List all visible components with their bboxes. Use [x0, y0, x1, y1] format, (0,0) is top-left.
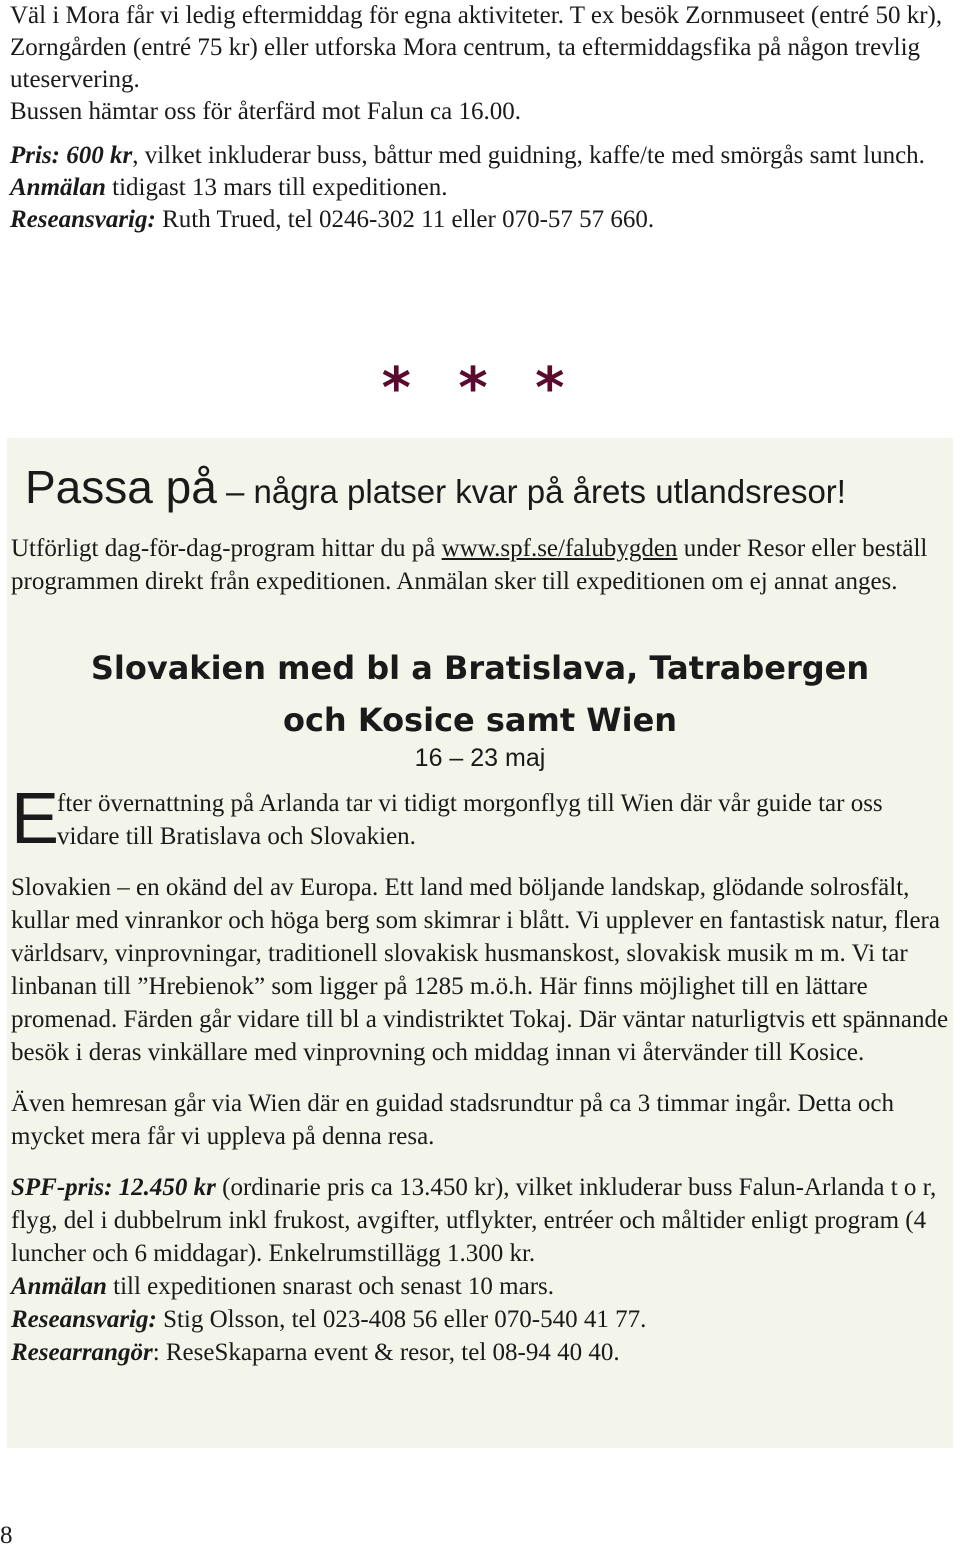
- spf-price-paragraph: [11, 1171, 949, 1270]
- intro-text: fter övernattning på Arlanda tar vi tidigt morgonflyg till Wien där vår guide tar oss vidare till Bratislava och Slovakien.: [57, 790, 883, 850]
- separator-asterisks: * * *: [381, 356, 579, 421]
- box-signup-paragraph: [11, 1270, 949, 1303]
- intro-paragraph: [11, 779, 949, 859]
- bus-return-paragraph: Bussen hämtar oss för återfärd mot Falun ca 16.00.: [10, 98, 521, 125]
- info-pre: Utförligt dag-för-dag-program hittar du på: [11, 535, 442, 562]
- price-label: Pris: 600 kr: [10, 142, 133, 169]
- box-contact-text: Stig Olsson, tel 023-408 56 eller 070-540 41 77.: [156, 1306, 647, 1333]
- signup-text: tidigast 13 mars till expeditionen.: [105, 174, 448, 201]
- info-paragraph: [11, 532, 949, 598]
- spf-website-link[interactable]: www.spf.se/falubygden: [441, 535, 678, 562]
- price-text: , vilket inkluderar buss, båttur med guidning, kaffe/te med smörgås samt lunch.: [132, 142, 925, 169]
- box-signup-text: till expeditionen snarast och senast 10 mars.: [106, 1273, 554, 1300]
- top-section: [10, 0, 950, 236]
- organizer-text: : ReseSkaparna event & resor, tel 08-94 40 40.: [152, 1339, 620, 1366]
- contact-paragraph: [10, 204, 950, 236]
- travel-offer-box: [7, 438, 953, 1448]
- organizer-paragraph: [11, 1336, 949, 1369]
- box-contact-label: Reseansvarig:: [11, 1306, 157, 1333]
- box-signup-label: Anmälan: [11, 1273, 107, 1300]
- signup-label: Anmälan: [10, 174, 106, 201]
- info-post: under Resor eller beställ programmen direkt från expeditionen. Anmälan sker till expeditionen om ej annat anges.: [11, 535, 928, 595]
- mora-paragraph: Väl i Mora får vi ledig eftermiddag för egna aktiviteter. T ex besök Zornmuseet (entré 50 kr), Zorngården (entré 75 kr) eller utforska Mora centrum, ta eftermiddagsfika på någon trevlig uteservering.: [10, 2, 943, 93]
- trip-title: [11, 642, 949, 746]
- organizer-label: Researrangör: [11, 1339, 153, 1366]
- box-contact-paragraph: [11, 1303, 949, 1336]
- spf-price-label: SPF-pris: 12.450 kr: [11, 1174, 216, 1201]
- headline-small: – några platser kvar på årets utlandsresor!: [216, 473, 846, 510]
- headline-big: Passa på: [25, 461, 217, 513]
- spf-price-text: (ordinarie pris ca 13.450 kr), vilket inkluderar buss Falun-Arlanda t o r, flyg, del i dubbelrum inkl frukost, avgifter, utflykter, entréer och måltider enligt program (4 luncher och 6 middagar). Enkelrumstillägg 1.300 kr.: [11, 1174, 937, 1267]
- price-paragraph: [10, 140, 950, 172]
- headline: [25, 460, 949, 514]
- trip-title-line1: Slovakien med bl a Bratislava, Tatrabergen: [90, 649, 870, 687]
- trip-dates: 16 – 23 maj: [414, 744, 546, 772]
- trip-title-line2: och Kosice samt Wien: [282, 701, 678, 739]
- return-trip-paragraph: Även hemresan går via Wien där en guidad stadsrundtur på ca 3 timmar ingår. Detta och mycket mera får vi uppleva på denna resa.: [11, 1090, 894, 1150]
- drop-cap: E: [11, 779, 60, 859]
- signup-paragraph: [10, 172, 950, 204]
- slovakia-description: Slovakien – en okänd del av Europa. Ett land med böljande landskap, glödande solrosfält, kullar med vinrankor och höga berg som skimrar i blått. Vi upplever en fantastisk natur, flera världsarv, vinprovningar, traditionell slovakisk husmanskost, slovakisk musik m m. Vi tar linbanan till ”Hrebienok” som ligger på 1285 m.ö.h. Här finns möjlighet till en lättare promenad. Färden går vidare till bl a vindistriktet Tokaj. Där väntar naturligtvis ett spännande besök i deras vinkällare med vinprovning och middag innan vi återvänder till Kosice.: [11, 874, 949, 1066]
- contact-text: Ruth Trued, tel 0246-302 11 eller 070-57 57 660.: [155, 206, 655, 233]
- page-number: 8: [0, 1522, 13, 1549]
- contact-label: Reseansvarig:: [10, 206, 156, 233]
